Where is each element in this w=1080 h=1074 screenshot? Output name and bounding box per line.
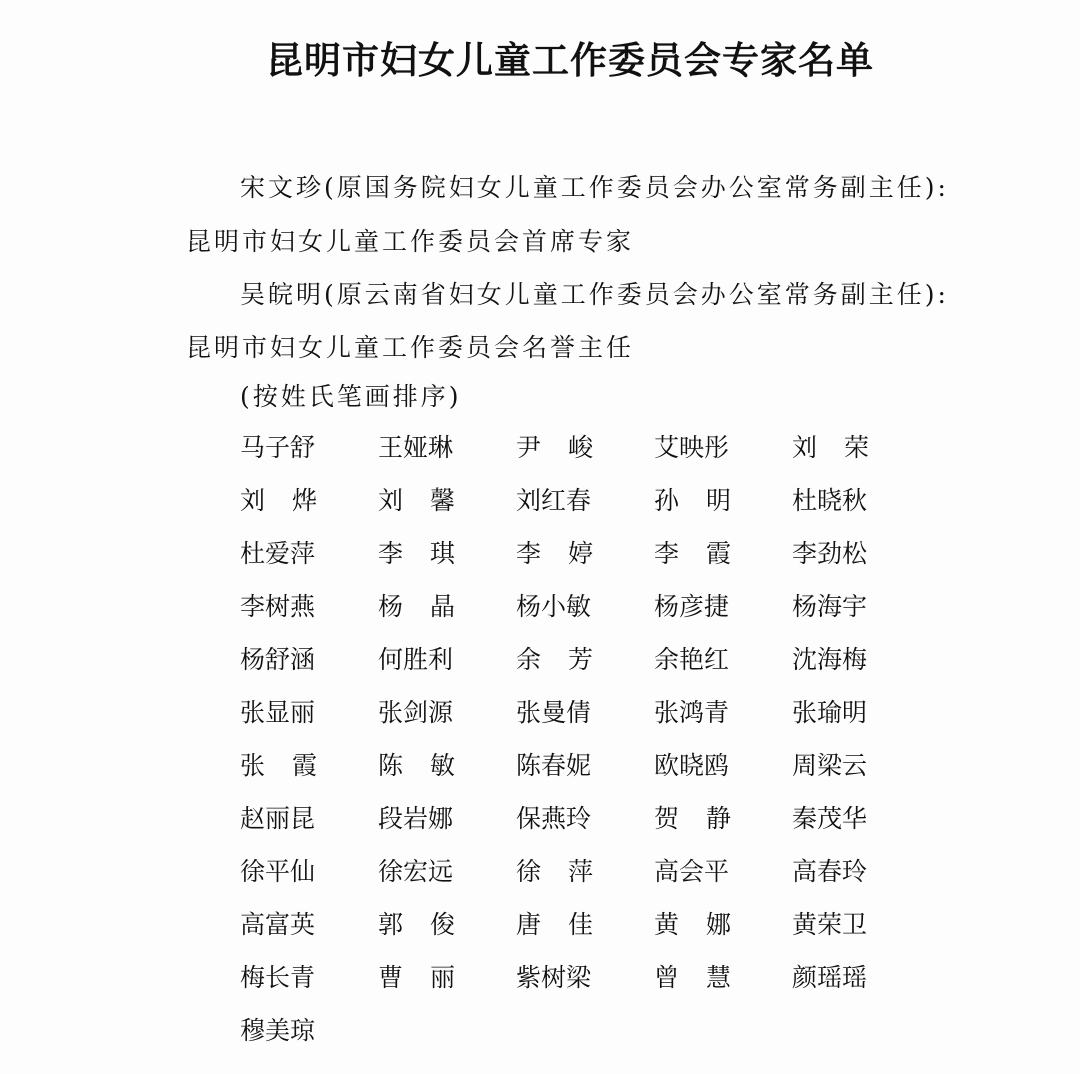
expert-name: 陈春妮 — [516, 751, 592, 780]
name-row — [240, 907, 940, 960]
intro-line-4: 昆明市妇女儿童工作委员会名誉主任 — [186, 333, 635, 362]
expert-name: 李 琪 — [378, 539, 456, 568]
expert-name: 杜爱萍 — [240, 539, 316, 568]
expert-name: 余 芳 — [516, 645, 594, 674]
expert-name: 徐 萍 — [516, 857, 594, 886]
name-row — [240, 960, 940, 1013]
expert-name: 唐 佳 — [516, 910, 594, 939]
expert-name: 颜瑶瑶 — [792, 963, 868, 992]
expert-name: 尹 峻 — [516, 433, 594, 462]
name-row — [240, 642, 940, 695]
expert-name: 曹 丽 — [378, 963, 456, 992]
page-title: 昆明市妇女儿童工作委员会专家名单 — [266, 39, 874, 82]
expert-name: 秦茂华 — [792, 804, 868, 833]
expert-name-list — [240, 430, 940, 1066]
name-row — [240, 854, 940, 907]
expert-name: 艾映彤 — [654, 433, 730, 462]
name-row — [240, 695, 940, 748]
intro-line-2: 昆明市妇女儿童工作委员会首席专家 — [186, 227, 635, 256]
expert-name: 杨海宇 — [792, 592, 868, 621]
expert-name: 曾 慧 — [654, 963, 732, 992]
expert-name: 张剑源 — [378, 698, 454, 727]
expert-name: 穆美琼 — [240, 1016, 316, 1045]
expert-name: 紫树梁 — [516, 963, 592, 992]
expert-name: 张 霞 — [240, 751, 318, 780]
expert-name: 李 霞 — [654, 539, 732, 568]
expert-name: 杨舒涵 — [240, 645, 316, 674]
expert-name: 刘红春 — [516, 486, 592, 515]
expert-name: 黄荣卫 — [792, 910, 868, 939]
expert-name: 沈海梅 — [792, 645, 868, 674]
expert-name: 杨 晶 — [378, 592, 456, 621]
name-row — [240, 1013, 940, 1066]
expert-name: 余艳红 — [654, 645, 730, 674]
expert-name: 李树燕 — [240, 592, 316, 621]
expert-name: 高富英 — [240, 910, 316, 939]
expert-name: 梅长青 — [240, 963, 316, 992]
expert-name: 刘 烨 — [240, 486, 318, 515]
expert-name: 刘 馨 — [378, 486, 456, 515]
expert-name: 徐平仙 — [240, 857, 316, 886]
expert-name: 杨彦捷 — [654, 592, 730, 621]
expert-name: 陈 敏 — [378, 751, 456, 780]
expert-name: 徐宏远 — [378, 857, 454, 886]
expert-name: 黄 娜 — [654, 910, 732, 939]
expert-name: 李 婷 — [516, 539, 594, 568]
name-row — [240, 483, 940, 536]
expert-name: 赵丽昆 — [240, 804, 316, 833]
expert-name: 张曼倩 — [516, 698, 592, 727]
order-note: (按姓氏笔画排序) — [240, 382, 462, 411]
expert-name: 高春玲 — [792, 857, 868, 886]
intro-line-3: 吴皖明(原云南省妇女儿童工作委员会办公室常务副主任): — [240, 280, 949, 309]
expert-name: 张瑜明 — [792, 698, 868, 727]
expert-name: 刘 荣 — [792, 433, 870, 462]
expert-name: 保燕玲 — [516, 804, 592, 833]
expert-name: 郭 俊 — [378, 910, 456, 939]
intro-line-1: 宋文珍(原国务院妇女儿童工作委员会办公室常务副主任): — [240, 173, 949, 202]
name-row — [240, 430, 940, 483]
expert-name: 王娅琳 — [378, 433, 454, 462]
expert-name: 周梁云 — [792, 751, 868, 780]
name-row — [240, 748, 940, 801]
expert-name: 贺 静 — [654, 804, 732, 833]
name-row — [240, 801, 940, 854]
expert-name: 马子舒 — [240, 433, 316, 462]
name-row — [240, 589, 940, 642]
expert-name: 欧晓鸥 — [654, 751, 730, 780]
expert-name: 李劲松 — [792, 539, 868, 568]
expert-name: 杜晓秋 — [792, 486, 868, 515]
expert-name: 张显丽 — [240, 698, 316, 727]
expert-name: 孙 明 — [654, 486, 732, 515]
expert-name: 张鸿青 — [654, 698, 730, 727]
expert-name: 段岩娜 — [378, 804, 454, 833]
expert-name: 何胜利 — [378, 645, 454, 674]
expert-name: 高会平 — [654, 857, 730, 886]
expert-name: 杨小敏 — [516, 592, 592, 621]
name-row — [240, 536, 940, 589]
